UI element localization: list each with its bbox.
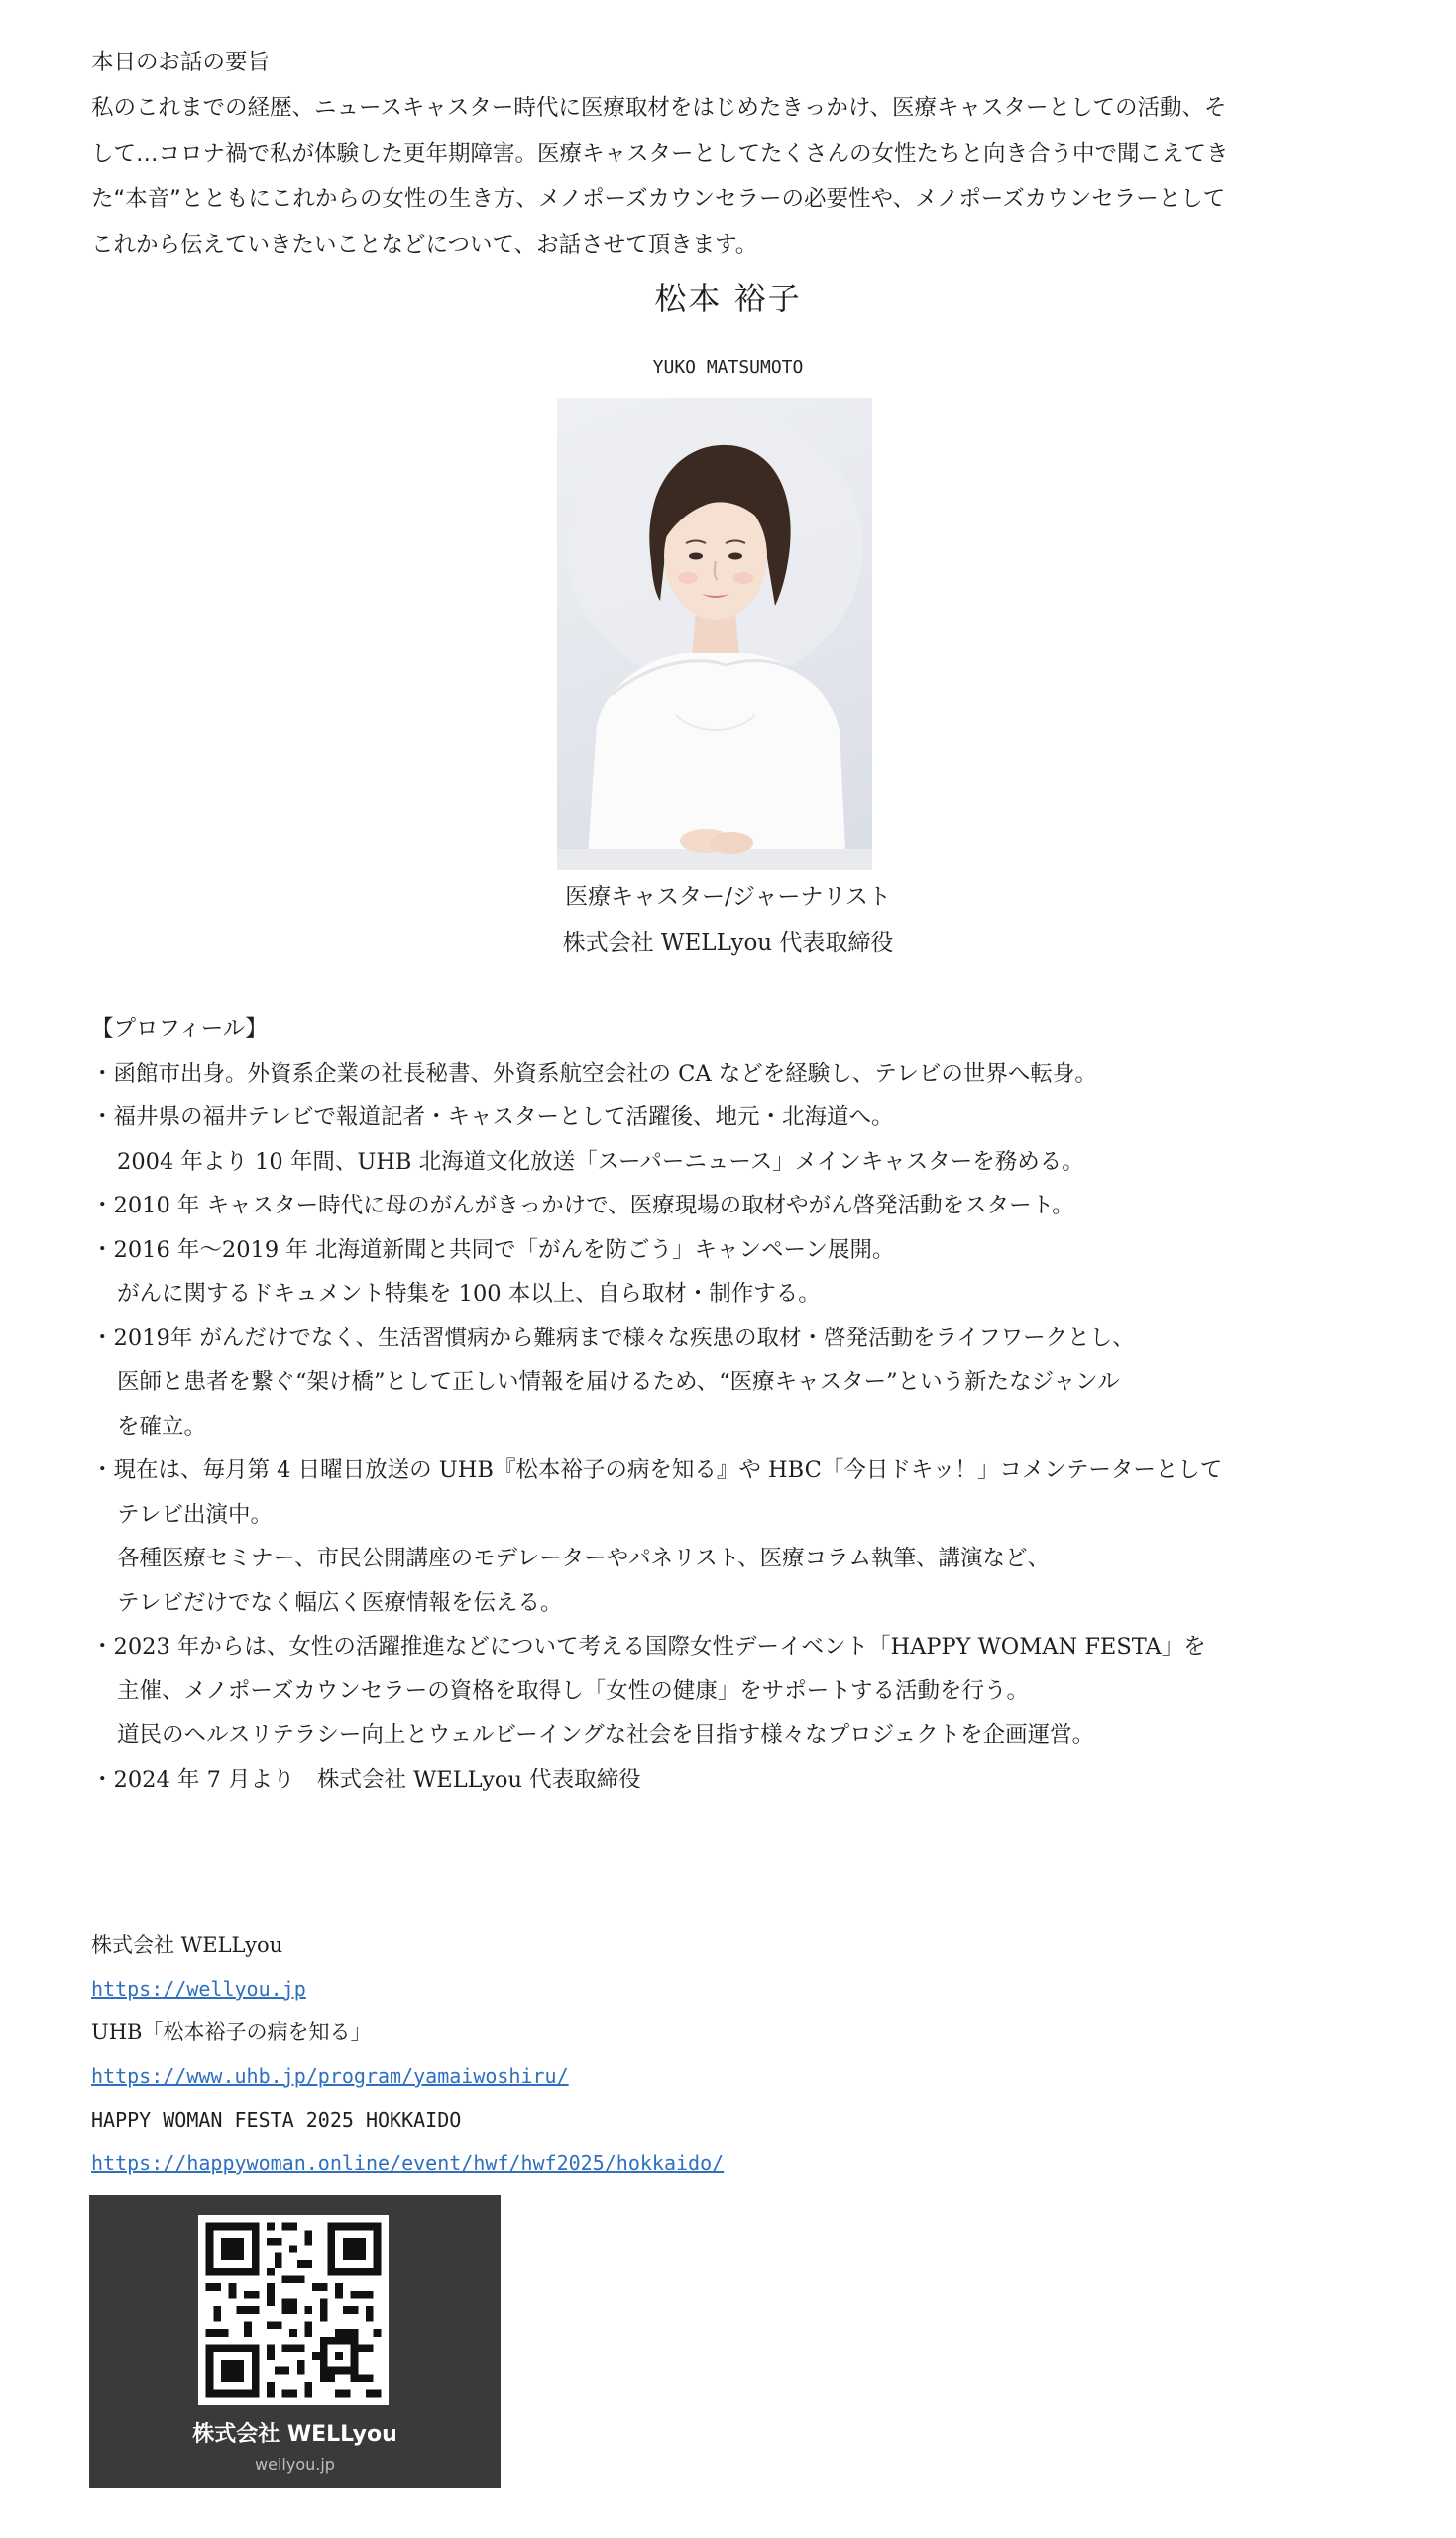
profile-line: ・現在は、毎月第 4 日曜日放送の UHB『松本裕子の病を知る』や HBC「今日ドキッ！」コメンテーターとして	[91, 1457, 1223, 1483]
profile-line: ・2016 年～2019 年 北海道新聞と共同で「がんを防ごう」キャンペーン展開。	[91, 1236, 895, 1263]
program-link[interactable]: https://www.uhb.jp/program/yamaiwoshiru/	[91, 2064, 569, 2088]
summary-line: た“本音”とともにこれからの女性の生き方、メノポーズカウンセラーの必要性や、メノポーズカウンセラーとして	[91, 186, 1226, 212]
speaker-name: 松本 裕子	[654, 280, 802, 317]
portrait-illustration	[557, 398, 872, 870]
summary-line: 私のこれまでの経歴、ニュースキャスター時代に医療取材をはじめたきっかけ、医療キャスターとしての活動、そ	[91, 95, 1227, 121]
qr-code-icon	[198, 2215, 389, 2405]
program-label: UHB「松本裕子の病を知る」	[91, 2020, 372, 2044]
profile-section	[91, 1007, 1400, 1801]
summary-line: これから伝えていきたいことなどについて、お話させて頂きます。	[91, 232, 758, 258]
speaker-portrait	[557, 398, 872, 870]
profile-line: テレビ出演中。	[117, 1501, 274, 1528]
festa-label: HAPPY WOMAN FESTA 2025 HOKKAIDO	[91, 2108, 462, 2132]
profile-line: 各種医療セミナー、市民公開講座のモデレーターやパネリスト、医療コラム執筆、講演など、	[117, 1546, 1050, 1571]
profile-line: テレビだけでなく幅広く医療情報を伝える。	[117, 1589, 563, 1616]
qr-code[interactable]	[198, 2215, 389, 2405]
profile-line: 道民のヘルスリテラシー向上とウェルビーイングな社会を目指す様々なプロジェクトを企画運営。	[117, 1722, 1095, 1748]
profile-title: 【プロフィール】	[91, 1016, 268, 1042]
profile-line: がんに関するドキュメント特集を 100 本以上、自ら取材・制作する。	[117, 1281, 821, 1307]
qr-card-title: 株式会社 WELLyou	[192, 2422, 397, 2447]
profile-line: 主催、メノポーズカウンセラーの資格を取得し「女性の健康」をサポートする活動を行う。	[117, 1677, 1030, 1704]
profile-line: ・函館市出身。外資系企業の社長秘書、外資系航空会社の CA などを経験し、テレビの世界へ転身。	[91, 1060, 1097, 1087]
profile-line: ・2024 年 7 月より 株式会社 WELLyou 代表取締役	[91, 1766, 641, 1792]
speaker-role: 医療キャスター/ジャーナリスト	[565, 884, 891, 910]
profile-line: ・2010 年 キャスター時代に母のがんがきっかけで、医療現場の取材やがん啓発活動をスタート。	[91, 1193, 1074, 1218]
qr-card	[89, 2195, 501, 2488]
links-section	[91, 1923, 1082, 2185]
profile-line: ・2023 年からは、女性の活躍推進などについて考える国際女性デーイベント「HAPPY WOMAN FESTA」を	[91, 1634, 1206, 1660]
profile-line: ・2019年 がんだけでなく、生活習慣病から難病まで様々な疾患の取材・啓発活動をライフワークとし、	[91, 1325, 1135, 1351]
summary-heading: 本日のお話の要旨	[91, 50, 271, 75]
company-label: 株式会社 WELLyou	[91, 1933, 283, 1957]
speaker-company-role: 株式会社 WELLyou 代表取締役	[562, 930, 894, 956]
festa-link[interactable]: https://happywoman.online/event/hwf/hwf2025/hokkaido/	[91, 2151, 725, 2175]
profile-line: 2004 年より 10 年間、UHB 北海道文化放送「スーパーニュース」メインキャスターを務める。	[117, 1148, 1084, 1175]
profile-line: 医師と患者を繋ぐ“架け橋”として正しい情報を届けるため、“医療キャスター”という新たなジャンル	[117, 1369, 1120, 1395]
company-link[interactable]: https://wellyou.jp	[91, 1977, 306, 2001]
summary-line: して…コロナ禍で私が体験した更年期障害。医療キャスターとしてたくさんの女性たちと向き合う中で聞こえてき	[91, 141, 1229, 167]
qr-card-subtitle: wellyou.jp	[255, 2455, 335, 2474]
profile-line: を確立。	[117, 1413, 207, 1440]
profile-line: ・福井県の福井テレビで報道記者・キャスターとして活躍後、地元・北海道へ。	[91, 1104, 894, 1130]
talk-summary	[91, 40, 1380, 268]
speaker-name-en: YUKO MATSUMOTO	[652, 357, 804, 378]
